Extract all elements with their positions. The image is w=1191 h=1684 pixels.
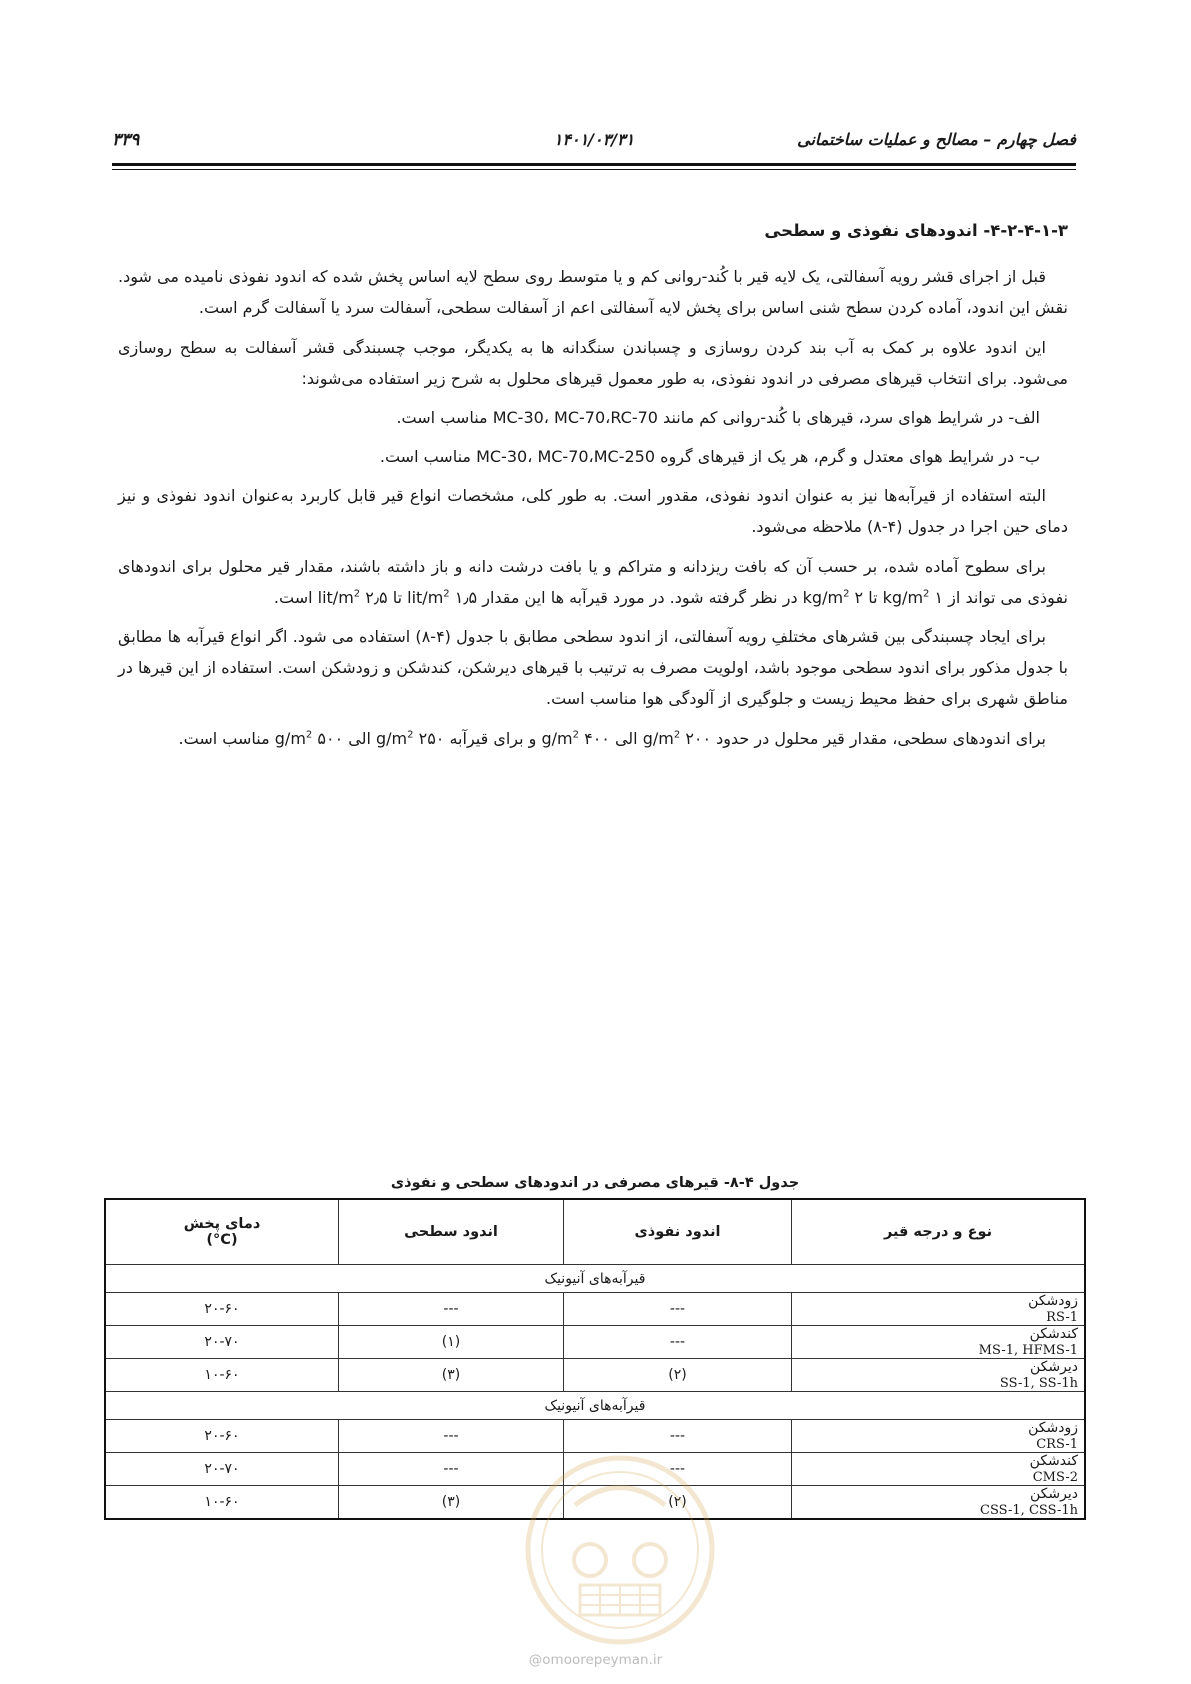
bitumen-type: دیرشکن [1030,1359,1078,1375]
header-rule-thick [112,163,1076,166]
prime-cell: --- [564,1453,792,1486]
table-row [105,1359,1085,1392]
temp-cell: ۲۰-۷۰ [105,1326,339,1359]
temp-cell: ۱۰-۶۰ [105,1486,339,1520]
bitumen-grade: CMS-2 [1032,1470,1078,1485]
header-rule-thin [112,169,1076,170]
seal-watermark-icon [520,1450,720,1650]
bitumen-grade: CSS-1, CSS-1h [980,1503,1078,1518]
paragraph: قبل از اجرای قشر رویه آسفالتی، یک لایه قیر با کُند-روانی کم و یا متوسط روی سطح لایه اساس پخش شده که اندود نفوذی نامیده می شود. نقش این اندود، آماده کردن سطح شنی اساس برای پخش لایه آسفالتی اعم از آسفالت سطحی، آسفالت سرد یا آسفالت گرم است. [118,267,1068,318]
bitumen-type: دیرشکن [1030,1486,1078,1502]
prime-cell: --- [564,1293,792,1326]
tack-cell: --- [339,1420,564,1453]
table-row [105,1420,1085,1453]
temp-cell: ۲۰-۶۰ [105,1420,339,1453]
tack-cell: --- [339,1453,564,1486]
list-item-a: الف- در شرایط هوای سرد، قیرهای با کُند-روانی کم مانند MC-30، MC-70،RC-70 مناسب است. [396,407,1040,427]
header-date: ۱۴۰۱/۰۳/۳۱ [553,130,635,149]
site-watermark: @omoorepeyman.ir [528,1652,663,1668]
bitumen-grade: RS-1 [1046,1310,1078,1325]
paragraph: این اندود علاوه بر کمک به آب بند کردن روسازی و چسباندن سنگدانه ها به یکدیگر، موجب چسبندگی قشر آسفالت به سطح روسازی می‌شود. برای انتخاب قیرهای مصرفی در اندود نفوذی، به طور معمول قیرهای محلول به شرح زیر استفاده می‌شوند: [118,337,1068,388]
prime-cell: (۲) [564,1359,792,1392]
page-number: ۳۳۹ [112,130,140,150]
page-header [112,130,1076,160]
prime-cell: (۲) [564,1486,792,1520]
temp-cell: ۱۰-۶۰ [105,1359,339,1392]
temp-cell: ۲۰-۶۰ [105,1293,339,1326]
bitumen-type: زودشکن [1028,1293,1078,1309]
table-caption: جدول ۴-۸- قیرهای مصرفی در اندودهای سطحی و نفوذی [390,1175,800,1191]
group-heading: قیرآبه‌های آنیونیک [105,1265,1085,1293]
section-title: ۴-۲-۴-۱-۳- اندودهای نفوذی و سطحی [764,221,1068,240]
paragraph: البته استفاده از قیرآبه‌ها نیز به عنوان اندود نفوذی، مقدور است. به طور کلی، مشخصات انواع قیر قابل کاربرد به‌عنوان اندود نفوذی و نیز دمای حین اجرا در جدول (۴-۸) ملاحظه می‌شود. [118,486,1068,537]
header-tack: اندود سطحی [339,1199,564,1265]
paragraph-rates: برای سطوح آماده شده، بر حسب آن که بافت ریزدانه و متراکم و یا بافت درشت دانه و باز داشته باشند، مقدار قیر محلول برای اندودهای نفوذی می تواند از ۱ $kg/m^2$ تا ۲ $kg/m^2$ در نظر گرفته شود. در مورد قیرآبه ها این مقدار lit/$m^2$ ۱٫۵ تا ۲٫۵ lit/$m^2$ است. [118,556,1068,607]
paragraph: برای ایجاد چسبندگی بین قشرهای مختلفِ رویه آسفالتی، از اندود سطحی مطابق با جدول (۴-۸) استفاده می شود. اگر انواع قیرآبه ها مطابق با جدول مذکور برای اندود سطحی موجود باشد، اولویت مصرف به ترتیب با قیرهای دیرشکن، کندشکن و زودشکن است. استفاده از این قیرها در مناطق شهری برای حفظ محیط زیست و جلوگیری از آلودگی هوا مناسب است. [118,627,1068,709]
tack-cell: (۳) [339,1486,564,1520]
bitumen-grade: MS-1, HFMS-1 [978,1343,1078,1358]
header-prime: اندود نفوذی [564,1199,792,1265]
bitumen-type: زودشکن [1028,1420,1078,1436]
tack-cell: (۱) [339,1326,564,1359]
bitumen-grade: SS-1, SS-1h [999,1376,1078,1391]
tack-cell: (۳) [339,1359,564,1392]
chapter-title: فصل چهارم – مصالح و عملیات ساختمانی [797,130,1076,149]
list-item-b: ب- در شرایط هوای معتدل و گرم، هر یک از قیرهای گروه MC-30، MC-70،MC-250 مناسب است. [379,447,1040,467]
prime-cell: --- [564,1326,792,1359]
temp-cell: ۲۰-۷۰ [105,1453,339,1486]
table-row [105,1293,1085,1326]
bitumen-grade: CRS-1 [1036,1437,1078,1452]
table-row [105,1326,1085,1359]
group-heading: قیرآبه‌های آنیونیک [105,1392,1085,1420]
tack-cell: --- [339,1293,564,1326]
header-temp: دمای پخش (C°) [105,1199,339,1265]
header-type: نوع و درجه قیر [792,1199,1086,1265]
prime-cell: --- [564,1420,792,1453]
paragraph-tack-rates: برای اندودهای سطحی، مقدار قیر محلول در حدود ۲۰۰ $g/m^2$ الی ۴۰۰ $g/m^2$ و برای قیرآبه ۲۵۰ $g/m^2$ الی ۵۰۰ $g/m^2$ مناسب است. [178,728,1046,748]
body-text [118,215,1068,762]
bitumen-type: کندشکن [1029,1453,1078,1469]
bitumen-type: کندشکن [1029,1326,1078,1342]
